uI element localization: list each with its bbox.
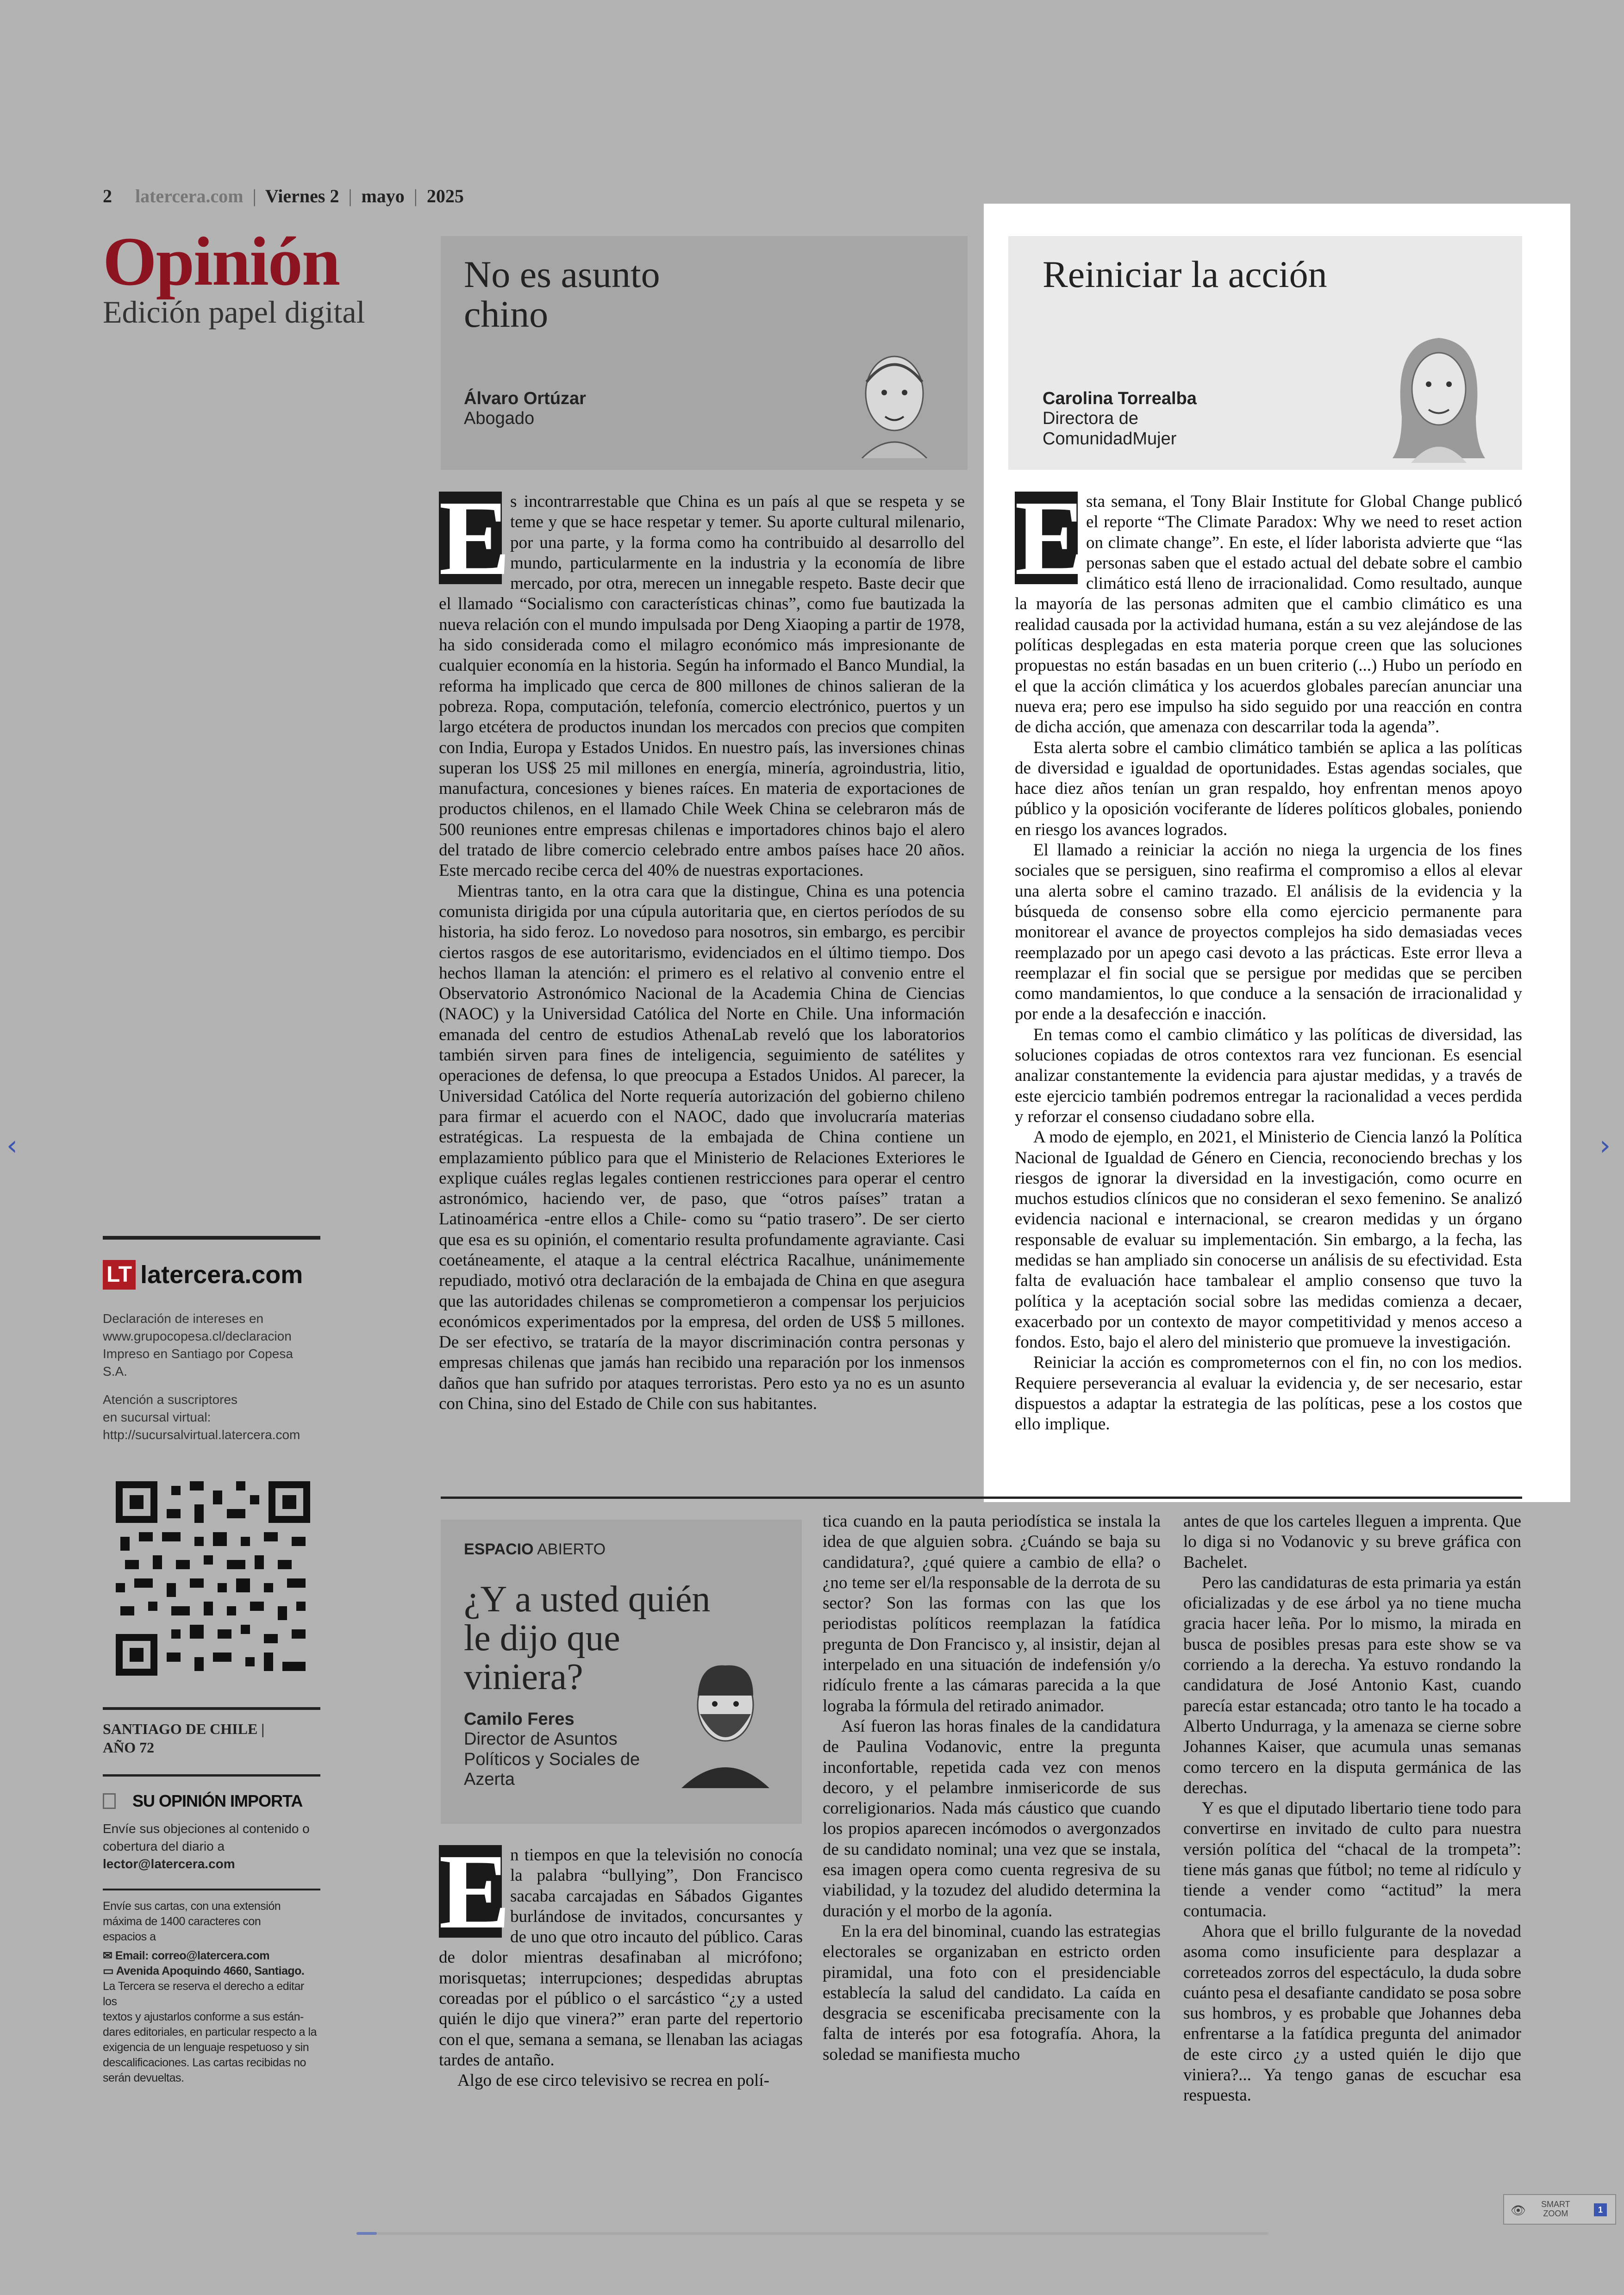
sidebar-logo: [103, 1260, 320, 1290]
article1-body: [439, 479, 965, 1414]
article3-col1: [439, 1832, 803, 2091]
article2-role: Directora de ComunidadMujer: [1043, 409, 1177, 449]
article2-title: Reiniciar la acción: [1043, 253, 1327, 295]
article3-paragraph: Algo de ese circo televisivo se recrea en polí-: [457, 2071, 769, 2090]
fine-print: La Tercera se reserva el derecho a editar los textos y ajustarlos conforme a sus están- dares editoriales, en particular respecto a la exigencia de un lenguaje respetuoso y sin descalificaciones. Las cartas recibidas no serán devueltas.: [103, 1980, 317, 2084]
article2-author-portrait: [1383, 324, 1494, 463]
article3-col3: [1183, 1511, 1521, 2106]
sidebar-subscriber-info: Atención a suscriptores en sucursal virtual: http://sucursalvirtual.latercera.com: [103, 1392, 300, 1442]
latercera-logo-mark: LT: [103, 1260, 136, 1290]
chevron-right-icon[interactable]: ›: [1599, 1129, 1611, 1162]
letters-address: ▭ Avenida Apoquindo 4660, Santiago.: [103, 1964, 305, 1977]
article3-col2: [823, 1511, 1161, 2065]
article1-drop-cap: E: [439, 479, 511, 598]
header-day: Viernes 2: [265, 186, 339, 206]
article3-author: Camilo Feres: [464, 1709, 575, 1729]
sidebar-city: SANTIAGO DE CHILE | AÑO 72: [103, 1721, 265, 1756]
article3-header-card: [441, 1520, 802, 1824]
sidebar-rule-opinion: [103, 1774, 320, 1777]
article2-author: Carolina Torrealba: [1043, 389, 1197, 408]
article1-author: Álvaro Ortúzar: [464, 389, 586, 408]
sidebar-declaration: Declaración de intereses en www.grupocopesa.cl/declaracion Impreso en Santiago por Copesa S.A.: [103, 1311, 293, 1378]
sidebar-letters-info: Envíe sus cartas, con una extensión máxima de 1400 caracteres con espacios a ✉ Email: correo@latercera.com ▭ Avenida Apoquindo 4660, Santiago. La Tercera se reserva el derecho a editar los textos y ajustarlos conforme a sus están- dares editoriales, en particular respecto a la exigencia de un lenguaje respetuoso y sin descalificaciones. Las cartas recibidas no serán devueltas.: [103, 1899, 320, 2086]
smart-zoom-label: SMART ZOOM: [1541, 2200, 1570, 2218]
article1-role: Abogado: [464, 409, 535, 428]
eye-icon: 👁: [1511, 2203, 1526, 2217]
header-month: mayo: [361, 186, 405, 206]
article2-header-card: [1008, 236, 1522, 470]
chevron-left-icon[interactable]: ‹: [6, 1129, 18, 1162]
article3-paragraph: antes de que los carteles lleguen a imprenta. Que lo diga si no Vodanovic y su breve gráfica con Bachelet.: [1183, 1512, 1521, 1572]
article3-paragraph: n tiempos en que la televisión no conocía la palabra “bullying”, Don Francisco sacaba carcajadas en Sábados Gigantes burlándose de invitados, concursantes y de uno que otro incauto del público. Caras de dolor mientras desafinaban al micrófono; morisquetas; interrupciones; despedidas abruptas coreadas por el público o el sarcástico “¿y a usted quién le dijo que vinera?” eran parte del repertorio con el que, semana a semana, se llenaban las aciagas tardes de antaño.: [439, 1846, 803, 2070]
article3-paragraph: En la era del binominal, cuando las estrategias electorales se organizaban en estricto orden piramidal, una foto con el presidenciable establecía la salud del candidato. La caída en desgracia se escenificaba precisamente con la falta de interés por esa fotografía. Ahora, la soledad se manifiesta mucho: [823, 1921, 1161, 2064]
article3-kicker: ESPACIO ABIERTO: [464, 1540, 606, 1558]
article1-title: No es asunto chino: [464, 253, 660, 336]
article3-role: Director de Asuntos Políticos y Sociales de Azerta: [464, 1729, 640, 1790]
letters-email[interactable]: ✉ Email: correo@latercera.com: [103, 1949, 270, 1962]
mail-icon: ✉: [103, 1949, 115, 1962]
section-subtitle: Edición papel digital: [103, 294, 365, 330]
article1-header-card: [441, 236, 968, 470]
article3-paragraph: Ahora que el brillo fulgurante de la novedad asoma como insuficiente para desplazar a correteados zorros del espectáculo, la duda sobre cuánto pesa el desafiante candidato se posa sobre sus hombros, y es probable que Johannes deba enfrentarse a la fatídica pregunta del animador de este circo ¿y a usted quién le dijo que viniera?... Ya tengo ganas de escuchar esa respuesta.: [1183, 1921, 1521, 2105]
page-scroll-track[interactable]: [356, 2232, 1268, 2235]
article2-paragraph: A modo de ejemplo, en 2021, el Ministerio de Ciencia lanzó la Política Nacional de Igualdad de Género en Ciencia, reconociendo brechas y los riesgos de ignorar la diversidad en la investigación, como ocurre en muchos estudios clínicos que no consideran el sexo femenino. Se analizó evidencia nacional e internacional, se crearon medidas y un órgano responsable de evaluar su implementación. Sin embargo, a la fecha, las medidas se han ampliado sin conocerse un análisis de su efectividad. Esta falta de evaluación hace tambalear el amplio consenso que tuvo la política y la aceptación social sobre las medidas comienza a decaer, exacerbado por un contexto de mayor competitividad y menos acceso a fondos. Esto, bajo el alero del ministerio que promueve la investigación.: [1015, 1128, 1522, 1352]
page-number: 2: [103, 186, 112, 206]
article3-author-portrait: [672, 1649, 779, 1788]
sidebar-rule-mid: [103, 1707, 320, 1710]
section-divider: [441, 1497, 1522, 1499]
section-title: Opinión: [103, 223, 340, 300]
article2-paragraph: El llamado a reiniciar la acción no niega la urgencia de los fines sociales que se persiguen, sino reafirma el compromiso a ellos al elevar una alerta sobre el camino trazado. El análisis de la evidencia y la búsqueda de consenso sobre ella como ejercicio permanente para monitorear el avance de proyectos complejos ha sido demasiadas veces reemplazado por un apego casi devoto a las prácticas. Este error lleva a reemplazar el fin social que se persigue por medidas que se perciben como mandamientos, lo que conduce a la sensación de irracionalidad y por ende a la desafección e inacción.: [1015, 841, 1522, 1024]
sidebar-rule-top: [103, 1236, 320, 1240]
reader-email-link[interactable]: lector@latercera.com: [103, 1857, 235, 1871]
article1-paragraph: Mientras tanto, en la otra cara que la distingue, China es una potencia comunista dirigida por una cúpula autoritaria que, en ciertos períodos de su historia, ha sido feroz. Lo novedoso para nosotros, sin embargo, es percibir ciertos rasgos de ese autoritarismo, evidenciados en el último tiempo. Dos hechos llaman la atención: el primero es el relativo al convenio entre el Observatorio Astronómico Nacional de la Academia China de Ciencias (NAOC) y la Universidad Católica del Norte en Chile. Una información emanada del centro de estudios AthenaLab reveló que los laboratorios también sirven para fines de inteligencia, seguimiento de satélites y operaciones de defensa, lo que preocupa a Estados Unidos. Al parecer, la Universidad Católica del Norte requería autorización del gobierno chileno para firmar el acuerdo con el NAOC, dado que involucraría materias estratégicas. La respuesta de la embajada de China contiene un emplazamiento público para que el Ministerio de Relaciones Exteriores le explique cuáles reglas legales contienen restricciones para operar el centro astronómico, haciendo ver, de paso, que “otros países” tratan a Latinoamérica -entre ellos a Chile- como su “patio trasero”. De ser cierto que esa es su opinión, el comentario resulta profundamente agraviante. Casi coetáneamente, el ataque a la central eléctrica Racalhue, unánimemente repudiado, motivó otra declaración de la embajada de China en que asegura que las autoridades chilenas se comprometieron a compensar los perjuicios económicos experimentados por la empresa, del orden de US$ 5 millones. De ser efectivo, se trataría de la mayor discriminación contra personas y empresas chilenas que jamás han recibido una reparación por los inmensos daños que han sufrido por ataques terroristas. Pero esto ya no es un asunto con China, sino del Estado de Chile con sus habitantes.: [439, 881, 965, 1414]
sidebar-rule-letters: [103, 1889, 320, 1890]
page-header: 2 latercera.com | Viernes 2 | mayo | 2025: [103, 186, 464, 206]
qr-code[interactable]: [111, 1477, 315, 1680]
article3-drop-cap: E: [439, 1832, 511, 1951]
latercera-logo-text: latercera.com: [140, 1261, 303, 1289]
mailbox-icon: ▭: [103, 1964, 116, 1977]
article1-paragraph: s incontrarrestable que China es un país al que se respeta y se teme y que se hace respetar y temer. Su aporte cultural milenario, por una parte, y la forma como ha contribuido al desarrollo del mundo, particularmente en la industria y la economía de libre mercado, por otra, merecen un innegable respeto. Baste decir que el llamado “Socialismo con características chinas”, como fue bautizada la nueva relación con el mundo impulsada por Deng Xiaoping a partir de 1978, ha sido considerada como el milagro económico más impresionante de cualquier economía en la historia. Según ha informado el Banco Mundial, la reforma ha implicado que cerca de 800 millones de chinos salieran de la pobreza. Ropa, computación, telefonía, comercio electrónico, puertos y un largo etcétera de productos inundan los mercados con precios que compiten con India, Europa y Estados Unidos. En nuestro país, las inversiones chinas superan los US$ 25 mil millones en energía, minería, agroindustria, litio, manufactura, concesiones y bienes raíces. En materia de exportaciones de productos chilenos, en el llamado Chile Week China se celebraron más de 500 reuniones entre empresas chilenas e importadores chinos bajo el alero del tratado de libre comercio celebrado entre ambos países hace 20 años. Este mercado recibe cerca del 40% de nuestras exportaciones.: [439, 492, 965, 880]
article3-paragraph: tica cuando en la pauta periodística se instala la idea de que alguien sobra. ¿Cuándo se baja su candidatura?, ¿qué quiere a cambio de ella? o ¿no teme ser el/la responsable de la derrota de su sector? Son las formas con las que los periodistas políticos reemplazan la fatídica pregunta de Don Francisco y, al insistir, dejan al interpelado en una situación de indefensión y/o ridículo frente a las cámaras parecida a la que lograba la fórmula del retirado animador.: [823, 1512, 1161, 1715]
site-name: latercera.com: [135, 186, 244, 206]
article2-paragraph: sta semana, el Tony Blair Institute for Global Change publicó el reporte “The Climate Paradox: Why we need to reset action on climate change”. En este, el líder laborista advierte que “las personas saben que el estado actual del debate sobre el cambio climático está lleno de irracionalidad. Como resultado, aunque la mayoría de las personas admiten que el cambio climático es una realidad causada por la actividad humana, están a su vez alejándose de las políticas desplegadas en esta materia porque creen que las soluciones propuestas no están basadas en un buen criterio (...) Hubo un período en el que la acción climática y los acuerdos globales parecían anunciar una nueva era; pero ese impulso ha sido seguido por una reacción en contra de dicha acción, que amenaza con descarrilar toda la agenda”.: [1015, 492, 1522, 737]
document-icon: [103, 1793, 116, 1809]
article2-paragraph: Reiniciar la acción es comprometernos con el fin, no con los medios. Requiere perseverancia al evaluar la evidencia y, de ser necesario, estar dispuestos a adaptar la estrategia de las políticas, pese a los costos que ello implique.: [1015, 1353, 1522, 1434]
sidebar-opinion-heading: SU OPINIÓN IMPORTA: [103, 1791, 320, 1811]
article2-body: [1015, 479, 1522, 1435]
article3-paragraph: Pero las candidaturas de esta primaria ya están oficializadas y de ese árbol ya no tiene mucha gracia hacer leña. Por lo mismo, la mirada en busca de posibles presas para este show se va corriendo a la derecha. Ya estuvo rondando la candidatura de José Antonio Kast, cuando parecía estar estancada; otro tanto le ha tocado a Alberto Undurraga, y la amenaza se cierne sobre Johannes Kaiser, que acumula unas semanas como tercero en la disputa germánica de las derechas.: [1183, 1573, 1521, 1797]
article3-title: ¿Y a usted quién le dijo que viniera?: [464, 1579, 711, 1697]
article2-drop-cap: E: [1015, 479, 1087, 598]
smart-zoom-button[interactable]: [1503, 2194, 1616, 2225]
sidebar-opinion-text: Envíe sus objeciones al contenido o cobertura del diario a lector@latercera.com: [103, 1820, 320, 1873]
article2-paragraph: En temas como el cambio climático y las políticas de diversidad, las soluciones copiadas de otros contextos rara vez funcionan. Es esencial analizar constantemente la evidencia para ajustar medidas, y a través de este ejercicio también podremos entregar la racionalidad a veces perdida y reforzar el consenso ciudadano sobre ella.: [1015, 1025, 1522, 1126]
page-scroll-thumb[interactable]: [356, 2232, 377, 2235]
header-year: 2025: [426, 186, 464, 206]
article2-paragraph: Esta alerta sobre el cambio climático también se aplica a las políticas de diversidad e igualdad de oportunidades. Estas agendas sociales, que hace diez años tenían un gran respaldo, hoy enfrentan menos apoyo público y la oposición vociferante de líderes políticos globales, poniendo en riesgo los avances logrados.: [1015, 738, 1522, 839]
article3-paragraph: Así fueron las horas finales de la candidatura de Paulina Vodanovic, entre la pregunta inconfortable, repetida cada vez con menos decoro, y el pelambre inmisericorde de sus correligionarios. Nada más cáustico que cuando los propios aparecen incómodos o avergonzados de su candidato nominal; una vez que se instala, esa imagen opera como cuenta regresiva de su viabilidad, y la tozudez del aludido determina la duración y el morbo de la agonía.: [823, 1716, 1161, 1921]
article3-paragraph: Y es que el diputado libertario tiene todo para convertirse en invitado de culto para nuestra versión política del “chacal de la trompeta”: tiene más ganas que fútbol; no teme al ridículo y tiende a vender como “actitud” la mera contumacia.: [1183, 1799, 1521, 1921]
article1-author-portrait: [848, 338, 941, 458]
zoom-level: 1: [1594, 2203, 1607, 2216]
